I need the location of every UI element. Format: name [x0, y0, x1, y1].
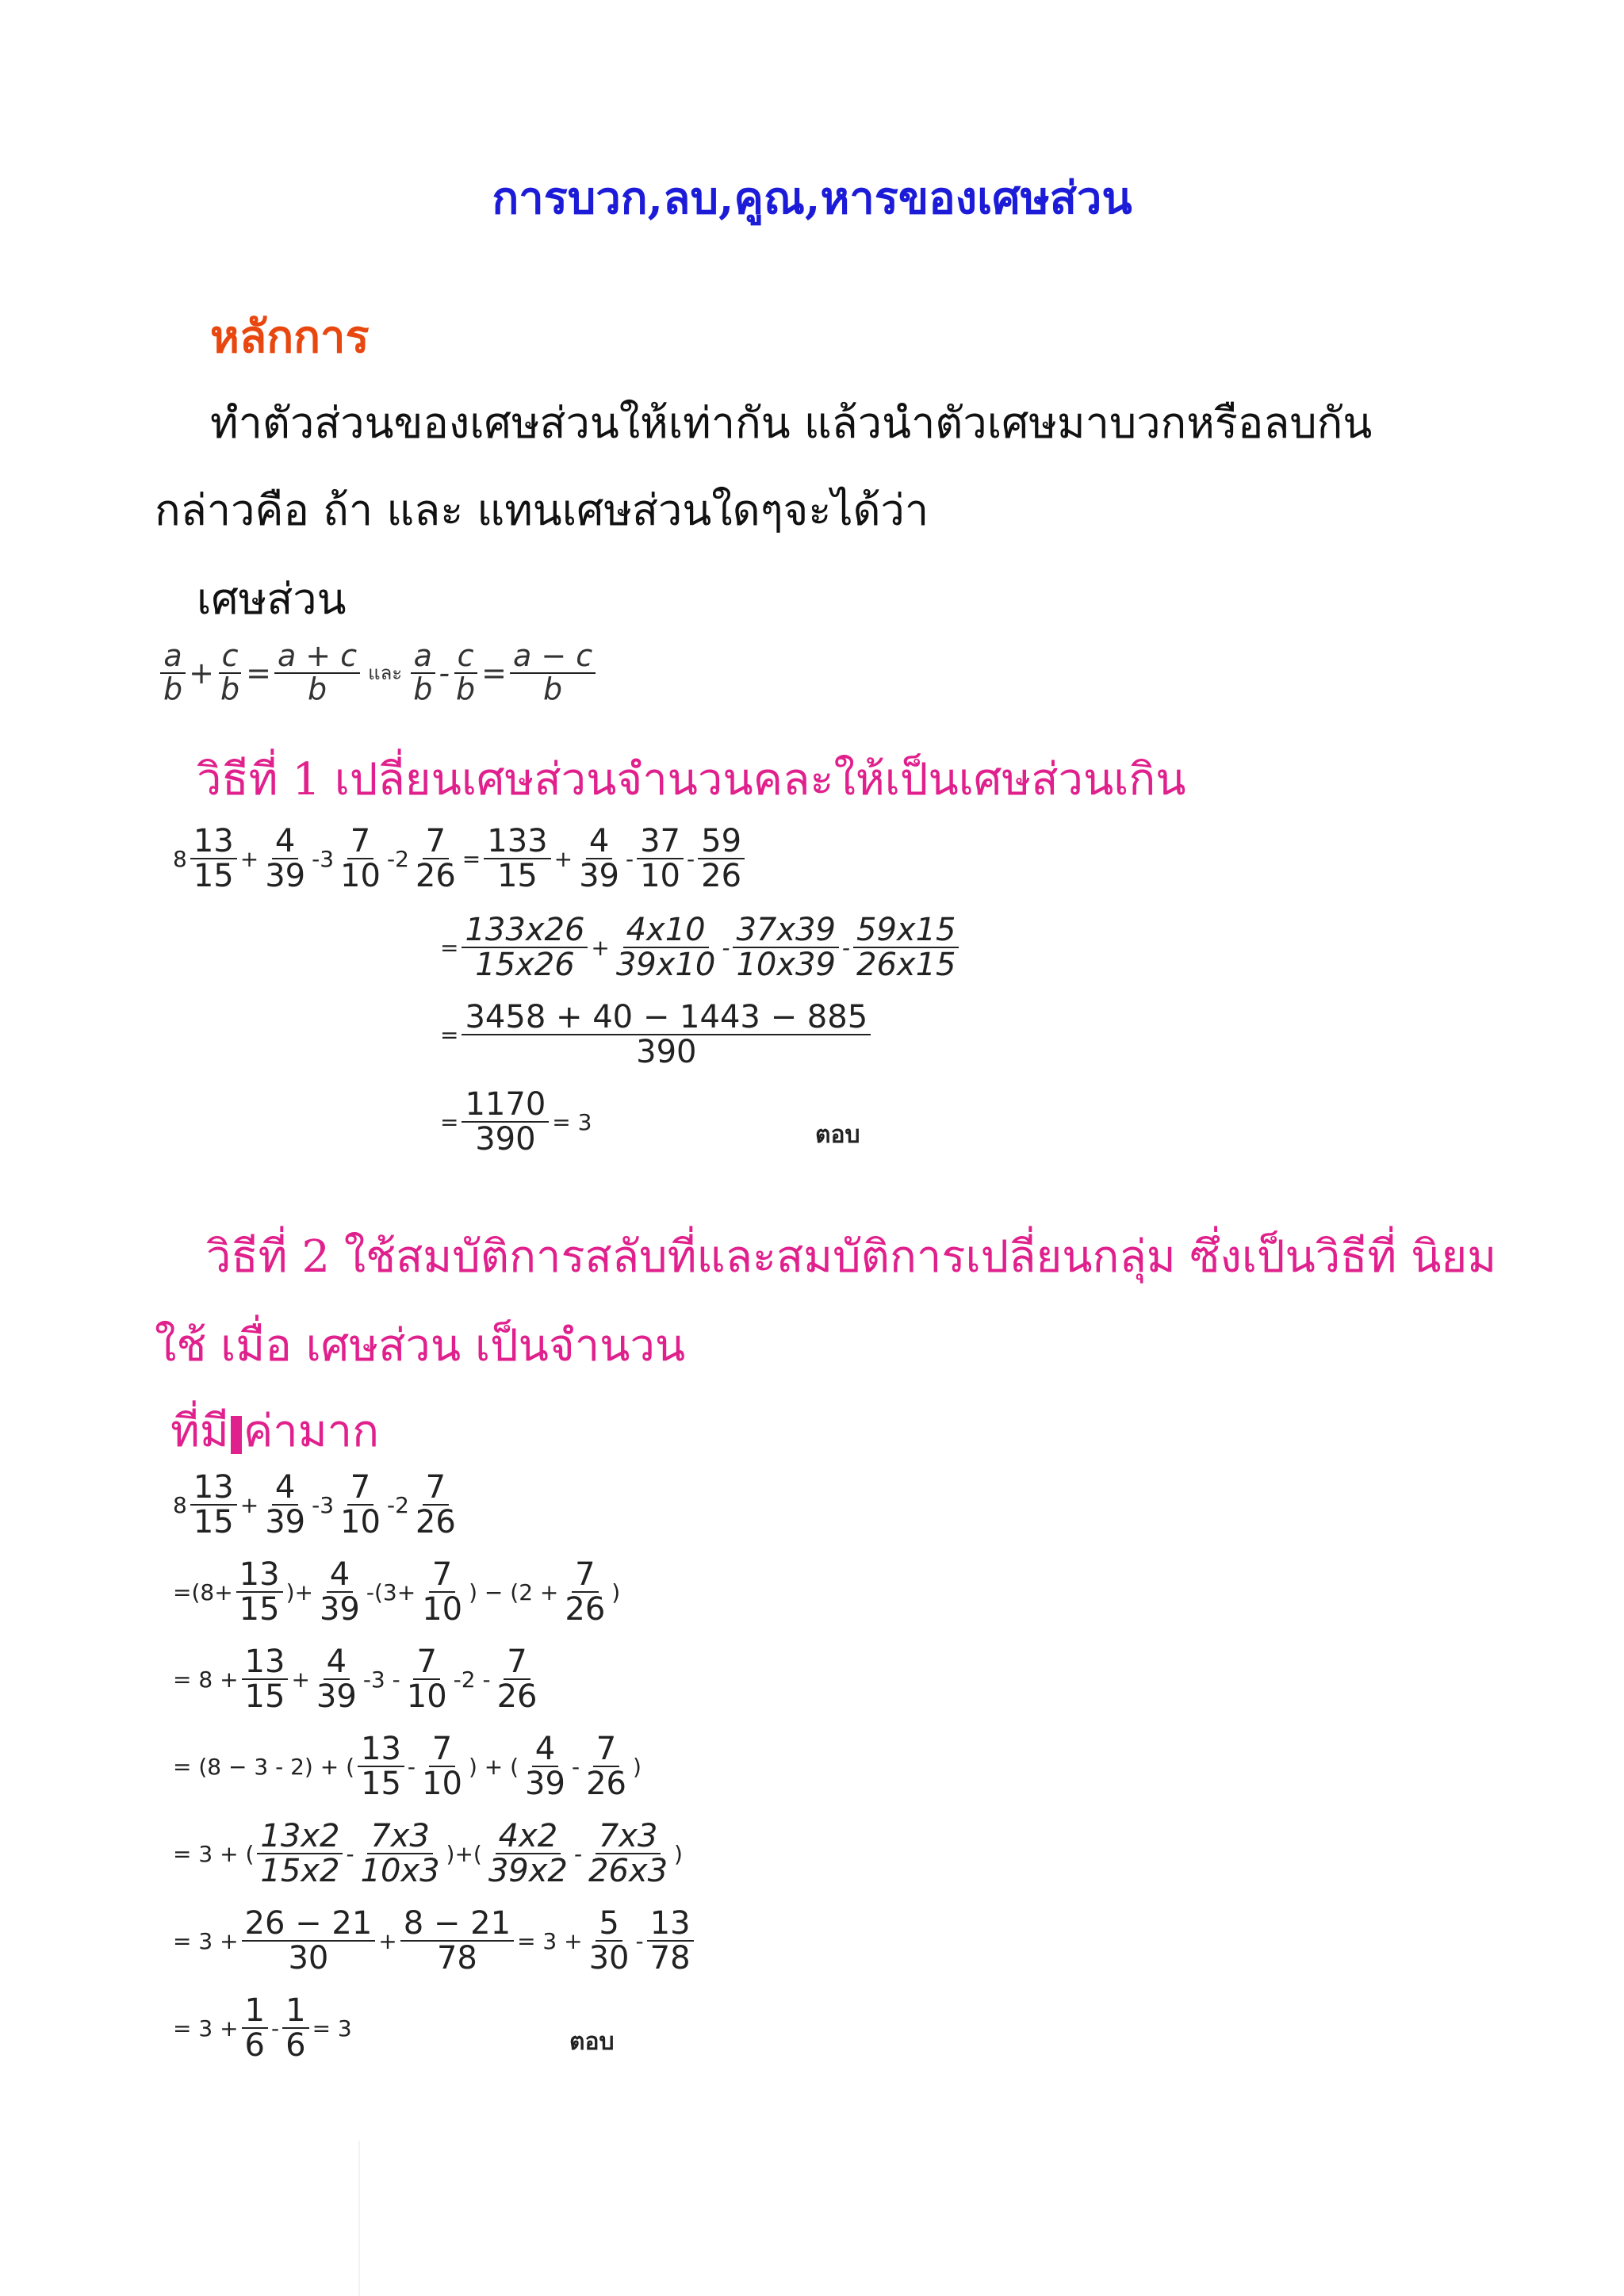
numerator: 7: [429, 1732, 455, 1767]
method1-step2: = $\frac{133x26}{15x26}$ + $\frac{4x10}{39x10}$ - $\frac{37x39}{10x39}$ - $\frac{59x15}{26x15}$: [440, 913, 962, 982]
numerator: 13: [647, 1907, 694, 1942]
denominator: 10x39: [736, 947, 836, 983]
numerator: 13: [358, 1732, 404, 1767]
numerator: 133: [484, 825, 550, 859]
whole-number: 3: [320, 1491, 335, 1518]
denominator: 30: [588, 1940, 630, 1976]
page-title: การบวก,ลบ,คูณ,หารของเศษส่วน: [492, 172, 1132, 224]
denominator: b: [456, 671, 476, 706]
operator-text: = 3 + (: [173, 1840, 255, 1867]
numerator: 133x26: [462, 913, 588, 948]
numerator: a: [411, 641, 435, 674]
denominator: 30: [288, 1940, 329, 1976]
whole-number: 8: [173, 1491, 187, 1518]
denominator: 10: [422, 1591, 463, 1628]
numerator: 3458 + 40 − 1443 − 885: [462, 1001, 871, 1035]
numerator: 5: [596, 1907, 622, 1942]
method2-row6: = 3 + $\frac{26 - 21}{30}$ + $\frac{8 - 21}{78}$ = 3 + $\frac{5}{30}$ - $\frac{13}{78}$: [173, 1907, 697, 1975]
numerator: 7x3: [367, 1820, 433, 1854]
operator-text: = (8 − 3 - 2) + (: [173, 1753, 355, 1780]
denominator: 390: [475, 1121, 536, 1158]
denominator: 390: [636, 1034, 697, 1070]
operator-text: = 3 +: [173, 2015, 239, 2042]
operator-text: ) − (2 +: [469, 1578, 559, 1605]
denominator: 78: [436, 1940, 477, 1976]
operator-text: = 8 +: [173, 1666, 239, 1693]
method2-row1: 8 $\frac{13}{15}$ + $\frac{4}{39}$ - 3 $\frac{7}{10}$ - 2 $\frac{7}{26}$: [173, 1471, 462, 1539]
operator-text: =(8+: [173, 1578, 233, 1605]
denominator: 10: [340, 858, 381, 894]
method1-title: วิธีที่ 1 เปลี่ยนเศษส่วนจำนวนคละให้เป็นเศษส่วนเกิน: [197, 754, 1186, 806]
numerator: 4: [272, 1471, 298, 1506]
whole-number: 8: [173, 845, 187, 872]
numerator: 37: [637, 825, 684, 859]
operator-text: -3 -: [362, 1666, 400, 1693]
numerator: 7: [413, 1645, 439, 1680]
numerator: 37x39: [733, 913, 838, 948]
minus-sign: -: [439, 655, 450, 691]
operator-text: = 3 +: [517, 1927, 583, 1954]
denominator: 15x2: [260, 1853, 340, 1889]
denominator: 6: [244, 2027, 265, 2064]
denominator: 26x3: [588, 1853, 668, 1889]
denominator: 39: [319, 1591, 360, 1628]
numerator: 7: [347, 1471, 373, 1506]
method1-step4: = $\frac{1170}{390}$ = 3: [440, 1086, 592, 1158]
numerator: c: [219, 641, 242, 674]
denominator: 39: [316, 1678, 357, 1715]
numerator: 4: [272, 825, 298, 859]
method2-row4: = (8 − 3 - 2) + ( $\frac{13}{15}$ - $\frac{7}{10}$ ) + ( $\frac{4}{39}$ - $\frac{7}{26}$ ): [173, 1731, 642, 1802]
result: = 3: [312, 2015, 352, 2042]
denominator: 15: [361, 1766, 401, 1802]
method2-line2: ใช้ เมื่อ เศษส่วน เป็นจำนวน: [155, 1320, 686, 1372]
numerator: 13: [236, 1558, 283, 1593]
denominator: 15: [193, 858, 234, 894]
denominator: 15x26: [475, 947, 575, 983]
numerator: 7: [504, 1645, 530, 1680]
method2-title: วิธีที่ 2 ใช้สมบัติการสลับที่และสมบัติการเปลี่ยนกลุ่ม ซึ่งเป็นวิธีที่ นิยม: [206, 1231, 1497, 1283]
denominator: 39x2: [488, 1853, 568, 1889]
numerator: 1: [282, 1994, 308, 2029]
numerator: c: [454, 641, 477, 674]
and-label: และ: [368, 662, 403, 685]
numerator: 13x2: [257, 1820, 343, 1854]
numerator: 7: [572, 1558, 598, 1593]
denominator: 39: [265, 1504, 306, 1540]
method2-row5: = 3 + ( $\frac{13x2}{15x2}$ - $\frac{7x3}{10x3}$ )+( $\frac{4x2}{39x2}$ - $\frac{7x3}{26x3}$ ): [173, 1818, 683, 1889]
denominator: 10: [406, 1678, 447, 1715]
numerator: a + c: [274, 641, 360, 674]
denominator: 26: [701, 858, 742, 894]
page-edge-mark: [358, 2141, 360, 2296]
denominator: 15: [239, 1591, 280, 1628]
result: = 3: [552, 1108, 592, 1135]
operator-text: ): [632, 1753, 642, 1780]
method1-step1: 8 $\frac{13}{15}$ + $\frac{4}{39}$ - 3 $\frac{7}{10}$ - 2 $\frac{7}{26}$ = $\frac{133}{15}$ + $\frac{4}{39}$ - $\frac{37}{10}$ - $\frac{59}{26}$: [173, 825, 748, 893]
denominator: 26: [565, 1591, 606, 1628]
method2-row2: [173, 1558, 620, 1626]
answer-label: ตอบ: [569, 2028, 615, 2056]
denominator: b: [307, 671, 327, 706]
text-segment: ค่ามาก: [243, 1406, 379, 1457]
denominator: 39x10: [615, 947, 716, 983]
paragraph-principle: ทำตัวส่วนของเศษส่วนให้เท่ากัน แล้วนำตัวเศษมาบวกหรือลบกัน: [210, 398, 1373, 448]
section-heading: หลักการ: [210, 311, 370, 363]
paragraph-fraction-label: เศษส่วน: [197, 574, 347, 624]
denominator: 26: [586, 1766, 626, 1802]
numerator: 4: [532, 1732, 558, 1767]
denominator: 26x15: [856, 947, 956, 983]
whole-number: 3: [320, 845, 335, 872]
addition-subtraction-rule: [157, 638, 599, 706]
denominator: 10: [422, 1766, 462, 1802]
denominator: 39: [579, 858, 619, 894]
operator-text: ): [674, 1840, 683, 1867]
numerator: 4: [324, 1645, 350, 1680]
numerator: 13: [242, 1645, 289, 1680]
numerator: 4: [327, 1558, 353, 1593]
text-cursor-block: [231, 1416, 242, 1454]
operator-text: ) + (: [468, 1753, 519, 1780]
text-segment: ที่มี: [170, 1406, 229, 1457]
numerator: 13: [190, 1471, 237, 1506]
denominator: 26: [496, 1678, 538, 1715]
denominator: 10: [640, 858, 681, 894]
method2-line3: [170, 1395, 379, 1466]
whole-number: 2: [395, 845, 409, 872]
method2-row3: = 8 + $\frac{13}{15}$ + $\frac{4}{39}$ -3 - $\frac{7}{10}$ -2 - $\frac{7}{26}$: [173, 1645, 543, 1713]
denominator: 26: [415, 1504, 456, 1540]
denominator: 39: [525, 1766, 565, 1802]
numerator: 59x15: [853, 913, 959, 948]
operator-text: ): [611, 1578, 621, 1605]
numerator: 7: [429, 1558, 455, 1593]
numerator: a − c: [510, 641, 596, 674]
denominator: 39: [265, 858, 306, 894]
numerator: 26 − 21: [242, 1907, 376, 1942]
operator-text: -2 -: [453, 1666, 491, 1693]
numerator: 7x3: [596, 1820, 661, 1854]
denominator: 26: [415, 858, 456, 894]
method2-row7: = 3 + $\frac{1}{6}$ - $\frac{1}{6}$ = 3: [173, 1992, 352, 2064]
plus-sign: +: [189, 655, 214, 691]
denominator: b: [163, 671, 183, 706]
numerator: a: [160, 641, 185, 674]
paragraph-statement: กล่าวคือ ถ้า และ แทนเศษส่วนใดๆจะได้ว่า: [155, 485, 929, 535]
operator-text: )+(: [446, 1840, 482, 1867]
equals-sign: =: [246, 655, 271, 691]
denominator: b: [543, 671, 563, 706]
numerator: 4x2: [496, 1820, 561, 1854]
numerator: 13: [190, 825, 237, 859]
denominator: 10: [340, 1504, 381, 1540]
method1-step3: = $\frac{3458 + 40 - 1443 - 885}{390}$: [440, 1001, 874, 1069]
numerator: 1170: [462, 1088, 549, 1123]
numerator: 8 − 21: [400, 1907, 514, 1942]
numerator: 7: [423, 1471, 449, 1506]
numerator: 59: [698, 825, 745, 859]
numerator: 1: [242, 1994, 268, 2029]
denominator: 78: [649, 1940, 691, 1976]
denominator: 15: [496, 858, 538, 894]
numerator: 4: [586, 825, 612, 859]
answer-label: ตอบ: [815, 1121, 860, 1149]
denominator: 15: [193, 1504, 234, 1540]
equals-sign: =: [481, 655, 508, 691]
operator-text: = 3 +: [173, 1927, 239, 1954]
numerator: 4x10: [623, 913, 709, 948]
denominator: 10x3: [360, 1853, 440, 1889]
numerator: 7: [593, 1732, 619, 1767]
denominator: 6: [285, 2027, 306, 2064]
denominator: b: [413, 671, 433, 706]
operator-text: )+: [285, 1578, 313, 1605]
operator-text: -(3+: [366, 1578, 416, 1605]
numerator: 7: [347, 825, 373, 859]
whole-number: 2: [395, 1491, 409, 1518]
denominator: 15: [244, 1678, 285, 1715]
denominator: b: [220, 671, 240, 706]
numerator: 7: [423, 825, 449, 859]
